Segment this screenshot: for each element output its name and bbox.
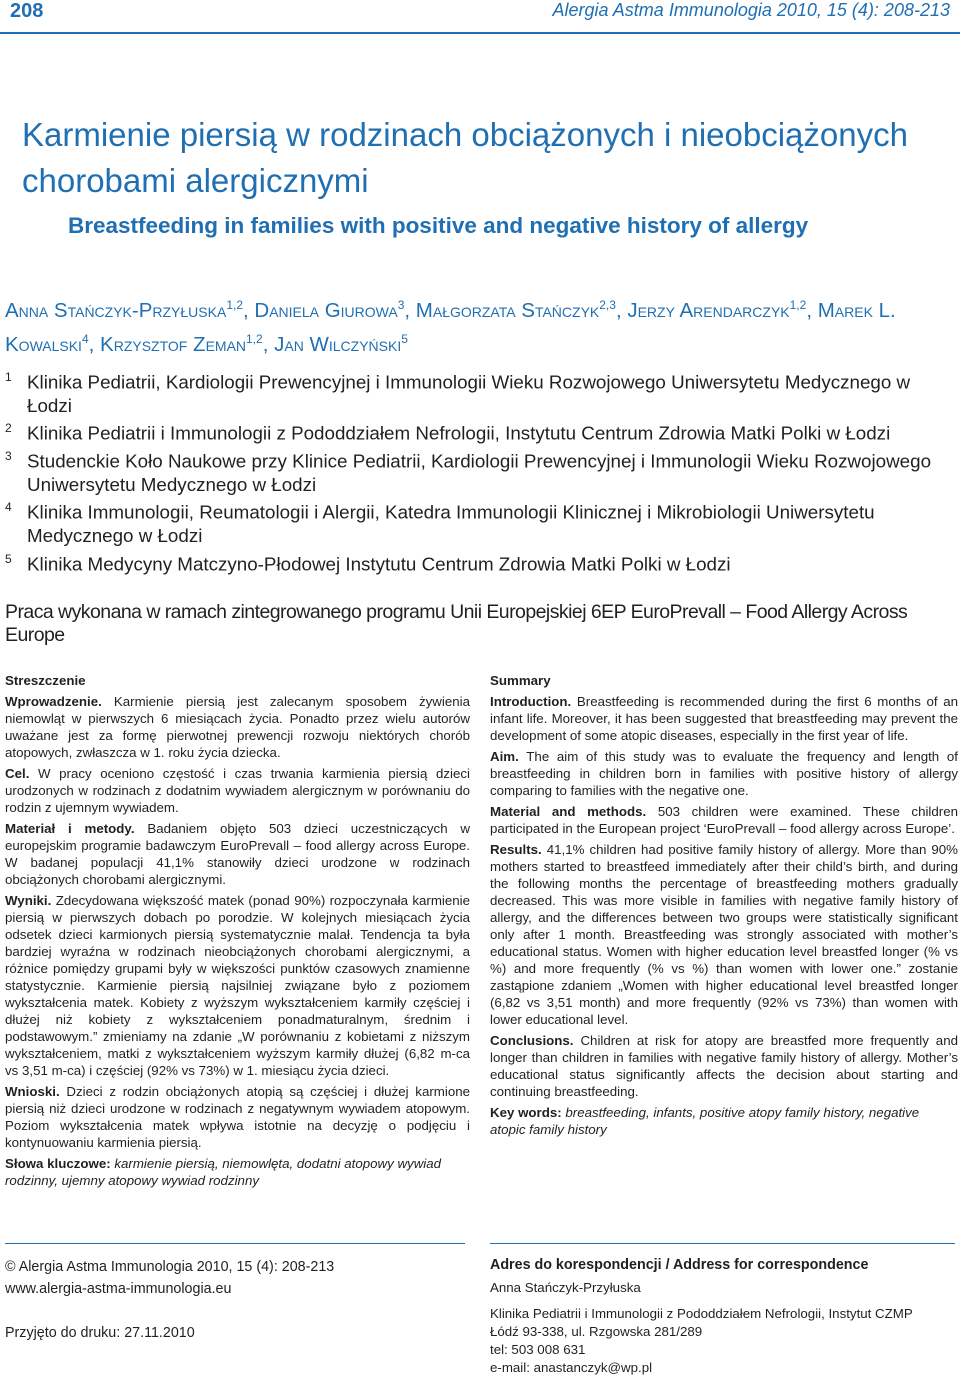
abstract-section: Conclusions. Children at risk for atopy are breastfed more frequently and longer than children in families with negative family history of allergy. Mother’s educational status significantly affects the decision about starting and continuing breastfeeding. — [490, 1033, 958, 1099]
abstract-heading: Streszczenie — [5, 673, 86, 688]
footer-rule — [5, 1243, 465, 1244]
correspondence-name: Anna Stańczyk-Przyłuska — [490, 1280, 641, 1295]
funding-note: Praca wykonana w ramach zintegrowanego programu Unii Europejskiej 6EP EuroPrevall – Food Allergy Across Europe — [5, 601, 908, 646]
copyright: © Alergia Astma Immunologia 2010, 15 (4): 208-213 — [5, 1259, 335, 1275]
abstract-section: Wyniki. Zdecydowana większość matek (ponad 90%) rozpoczynała karmienie piersią w pierwszych dobach po porodzie. W kolejnych miesiącach życia odsetek dzieci karmionych piersią systematycznie malał. Tendencja ta była bardziej wyraźna w rodzinach nieobciążonych chorobami alergicznymi, a różnice pomiędzy grupami były w większości punktów czasowych znamienne statystycznie. Karmienie piersią najsilniej związane było z poziomem wykształcenia matek. Kobiety z wyższym wykształceniem karmiły częściej i dłużej niż kobiety z wykształceniem ponadmaturalnym, średnim i podstawowym.” zmieniamy na zdanie „W porównaniu z kobietami z niższym wykształceniem, matki z wykształceniem wyższym karmiły dłużej (6,82 m-ca vs 3,51 m-ca) i częściej (92% vs 73%) w 1. miesiącu życia dzieci. — [5, 893, 470, 1078]
correspondence-tel: tel: 503 008 631 — [490, 1342, 586, 1357]
abstract-polish — [5, 672, 470, 1193]
author: Marek L. Kowalski$^4$ — [5, 298, 896, 356]
website-link[interactable]: www.alergia-astma-immunologia.eu — [5, 1281, 232, 1297]
author: Krzysztof Zeman$^{1,2}$ — [100, 331, 263, 356]
abstract-section: Materiał i metody. Badaniem objęto 503 dzieci uczestniczących w europejskim programie badawczym EuroPrevall – food allergy across Europe. W badanej populacji 41,1% stanowiły dzieci urodzone w rodzinach obciążonych chorobami alergicznymi. — [5, 821, 470, 887]
keywords: Słowa kluczowe: karmienie piersią, niemowlęta, dodatni atopowy wywiad rodzinny, ujemny atopowy wywiad rodzinny — [5, 1156, 442, 1188]
abstract-heading: Summary — [490, 673, 551, 688]
article-title: Karmienie piersią w rodzinach obciążonych i nieobciążonych chorobami alergicznymi — [22, 116, 908, 199]
author: Małgorzata Stańczyk$^{2,3}$ — [415, 298, 616, 322]
article-subtitle: Breastfeeding in families with positive and negative history of allergy — [68, 213, 809, 238]
abstract-english — [490, 672, 958, 1142]
abstract-section: Material and methods. 503 children were examined. These children participated in the European project ‘EuroPrevall – food allergy across Europe’. — [490, 804, 958, 836]
affiliation: $^4$ Klinika Immunologii, Reumatologii i Alergii, Katedra Immunologii Klinicznej i Mikrobiologii Uniwersytetu Medycznego w Łodzi — [5, 500, 875, 547]
affiliations — [5, 366, 945, 575]
running-head: Alergia Astma Immunologia 2010, 15 (4): 208-213 — [552, 0, 950, 20]
correspondence-institution: Klinika Pediatrii i Immunologii z Pododdziałem Nefrologii, Instytut CZMP — [490, 1306, 913, 1321]
abstract-section: Cel. W pracy oceniono częstość i czas trwania karmienia piersią dzieci urodzonych w rodzinach z dodatnim wywiadem alergicznym w porównaniu do rodzin z ujemnym wywiadem. — [5, 766, 470, 815]
abstract-section: Wnioski. Dzieci z rodzin obciążonych atopią są częściej i dłużej karmione piersią niż dzieci urodzone w rodzinach z negatywnym wywiadem atopowym. Poziom wykształcenia matek wpływa istotnie na decyzję o podjęciu i kontynuowaniu karmienia piersią. — [5, 1084, 470, 1150]
abstract-section: Aim. The aim of this study was to evaluate the frequency and length of breastfeeding in children born in families with positive history of allergy comparing to families with the negative one. — [490, 749, 958, 798]
keywords: Key words: breastfeeding, infants, positive atopy family history, negative atopic family history — [490, 1105, 920, 1137]
affiliation: $^3$ Studenckie Koło Naukowe przy Klinice Pediatrii, Kardiologii Prewencyjnej i Immunologii Wieku Rozwojowego Uniwersytetu Medycznego w Łodzi — [5, 449, 932, 495]
publication-info — [5, 1256, 470, 1344]
abstract-section: Results. 41,1% children had positive family history of allergy. More than 90% mothers started to breastfeed immediately after their child’s birth, and during the following months the percentage of breastfeeding mothers gradually decreased. This was more visible in families with negative family history of allergy, and the differences between two groups were statistically significant only after 1 month. Breastfeeding was strongly associated with mother’s educational status. Women with higher education level breastfed longer (% vs %) and more frequently (% vs %) than women with lower one.” zostanie zastąpione zdaniem „Women with higher educational level breastfed longer (6,82 vs 3,51 month) and more frequently (92% vs 73%) than women with lower educational level. — [490, 842, 958, 1027]
correspondence-address: Łódź 93-338, ul. Rzgowska 281/289 — [490, 1324, 703, 1339]
affiliation: $^5$ Klinika Medycyny Matczyno-Płodowej Instytutu Centrum Zdrowia Matki Polki w Łodzi — [5, 551, 731, 574]
received-date: Przyjęto do druku: 27.11.2010 — [5, 1325, 195, 1341]
footer-rule — [490, 1243, 955, 1244]
correspondence-heading: Adres do korespondencji / Address for correspondence — [490, 1257, 869, 1273]
correspondence-email[interactable]: e-mail: anastanczyk@wp.pl — [490, 1360, 653, 1375]
page-number: 208 — [10, 0, 44, 22]
abstract-section: Introduction. Breastfeeding is recommended during the first 6 months of an infant life. Moreover, it has been suggested that breastfeeding may prevent the development of some atopic diseases, especially in the first year of life. — [490, 694, 958, 743]
author: Jan Wilczyński$^5$ — [274, 331, 408, 356]
affiliation: $^1$ Klinika Pediatrii, Kardiologii Prewencyjnej i Immunologii Wieku Rozwojowego Uniwersytetu Medycznego w Łodzi — [5, 370, 911, 416]
author: Anna Stańczyk-Przyłuska$^{1,2}$ — [5, 298, 243, 322]
author-list: Anna Stańczyk-Przyłuska$^{1,2}$, Daniela Giurowa$^3$, Małgorzata Stańczyk$^{2,3}$, Jerzy Arendarczyk$^{1,2}$, Marek L. Kowalski$^4$, Krzysztof Zeman$^{1,2}$, Jan Wilczyński$^5$ — [5, 298, 896, 356]
affiliation: $^2$ Klinika Pediatrii i Immunologii z Pododdziałem Nefrologii, Instytutu Centrum Zdrowia Matki Polki w Łodzi — [5, 421, 891, 444]
author: Jerzy Arendarczyk$^{1,2}$ — [627, 298, 807, 322]
correspondence — [490, 1256, 958, 1377]
header-rule — [0, 32, 960, 34]
abstract-section: Wprowadzenie. Karmienie piersią jest zalecanym sposobem żywienia niemowląt w pierwszych 6 miesiącach życia. Ponadto przez wielu autorów uważane jest za formę pierwotnej prewencji rozwoju niektórych chorób atopowych, zwłaszcza w 1. roku życia dziecka. — [5, 694, 471, 760]
author: Daniela Giurowa$^3$ — [254, 298, 405, 322]
